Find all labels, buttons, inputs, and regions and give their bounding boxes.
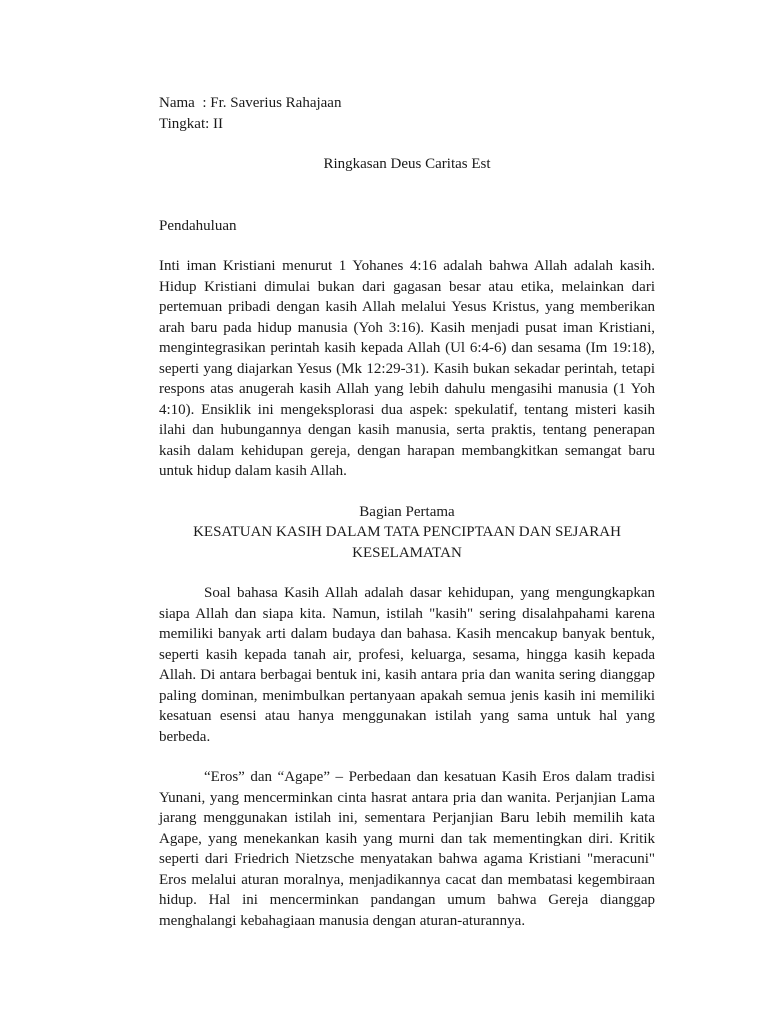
part-one-paragraph-1: Soal bahasa Kasih Allah adalah dasar kehidupan, yang mengungkapkan siapa Allah dan siapa kita. Namun, istilah "kasih" sering disalahpahami karena memiliki banyak arti dalam budaya dan bahasa. Kasih mencakup banyak bentuk, seperti kasih kepada tanah air, profesi, keluarga, sesama, hingga kasih kepada Allah. Di antara berbagai bentuk ini, kasih antara pria dan wanita sering dianggap paling dominan, menimbulkan pertanyaan apakah semua jenis kasih ini memiliki kesatuan esensi atau hanya menggunakan istilah yang sama untuk hal yang berbeda. — [159, 585, 655, 745]
document-title: Ringkasan Deus Caritas Est — [323, 156, 491, 172]
part-one-heading: KESATUAN KASIH DALAM TATA PENCIPTAAN DAN SEJARAH KESELAMATAN — [193, 524, 621, 561]
document-page — [159, 93, 655, 931]
intro-heading: Pendahuluan — [159, 217, 237, 234]
part-one-label: Bagian Pertama — [359, 503, 455, 520]
author-name-line: Nama : Fr. Saverius Rahajaan — [159, 95, 342, 111]
part-one-paragraph-2: “Eros” dan “Agape” – Perbedaan dan kesatuan Kasih Eros dalam tradisi Yunani, yang mencerminkan cinta hasrat antara pria dan wanita. Perjanjian Lama jarang menggunakan istilah ini, sementara Perjanjian Baru lebih memilih kata Agape, yang menekankan kasih yang murni dan tak mementingkan diri. Kritik seperti dari Friedrich Nietzsche menyatakan bahwa agama Kristiani "meracuni" Eros melalui aturan moralnya, menjadikannya cacat dan membatasi kegembiraan hidup. Hal ini mencerminkan pandangan umum bahwa Gereja dianggap menghalangi kebahagiaan manusia dengan aturan-aturannya. — [159, 769, 655, 929]
level-line: Tingkat: II — [159, 115, 224, 132]
intro-paragraph: Inti iman Kristiani menurut 1 Yohanes 4:16 adalah bahwa Allah adalah kasih. Hidup Kristiani dimulai bukan dari gagasan besar atau etika, melainkan dari pertemuan pribadi dengan kasih Allah melalui Yesus Kristus, yang memberikan arah baru pada hidup manusia (Yoh 3:16). Kasih menjadi pusat iman Kristiani, mengintegrasikan perintah kasih kepada Allah (Ul 6:4-6) dan sesama (Im 19:18), seperti yang diajarkan Yesus (Mk 12:29-31). Kasih bukan sekadar perintah, tetapi respons atas anugerah kasih Allah yang lebih dahulu mengasihi manusia (1 Yoh 4:10). Ensiklik ini mengeksplorasi dua aspek: spekulatif, tentang misteri kasih ilahi dan hubungannya dengan kasih manusia, serta praktis, tentang penerapan kasih dalam kehidupan gereja, dengan harapan membangkitkan semangat baru untuk hidup dalam kasih Allah. — [159, 258, 655, 479]
